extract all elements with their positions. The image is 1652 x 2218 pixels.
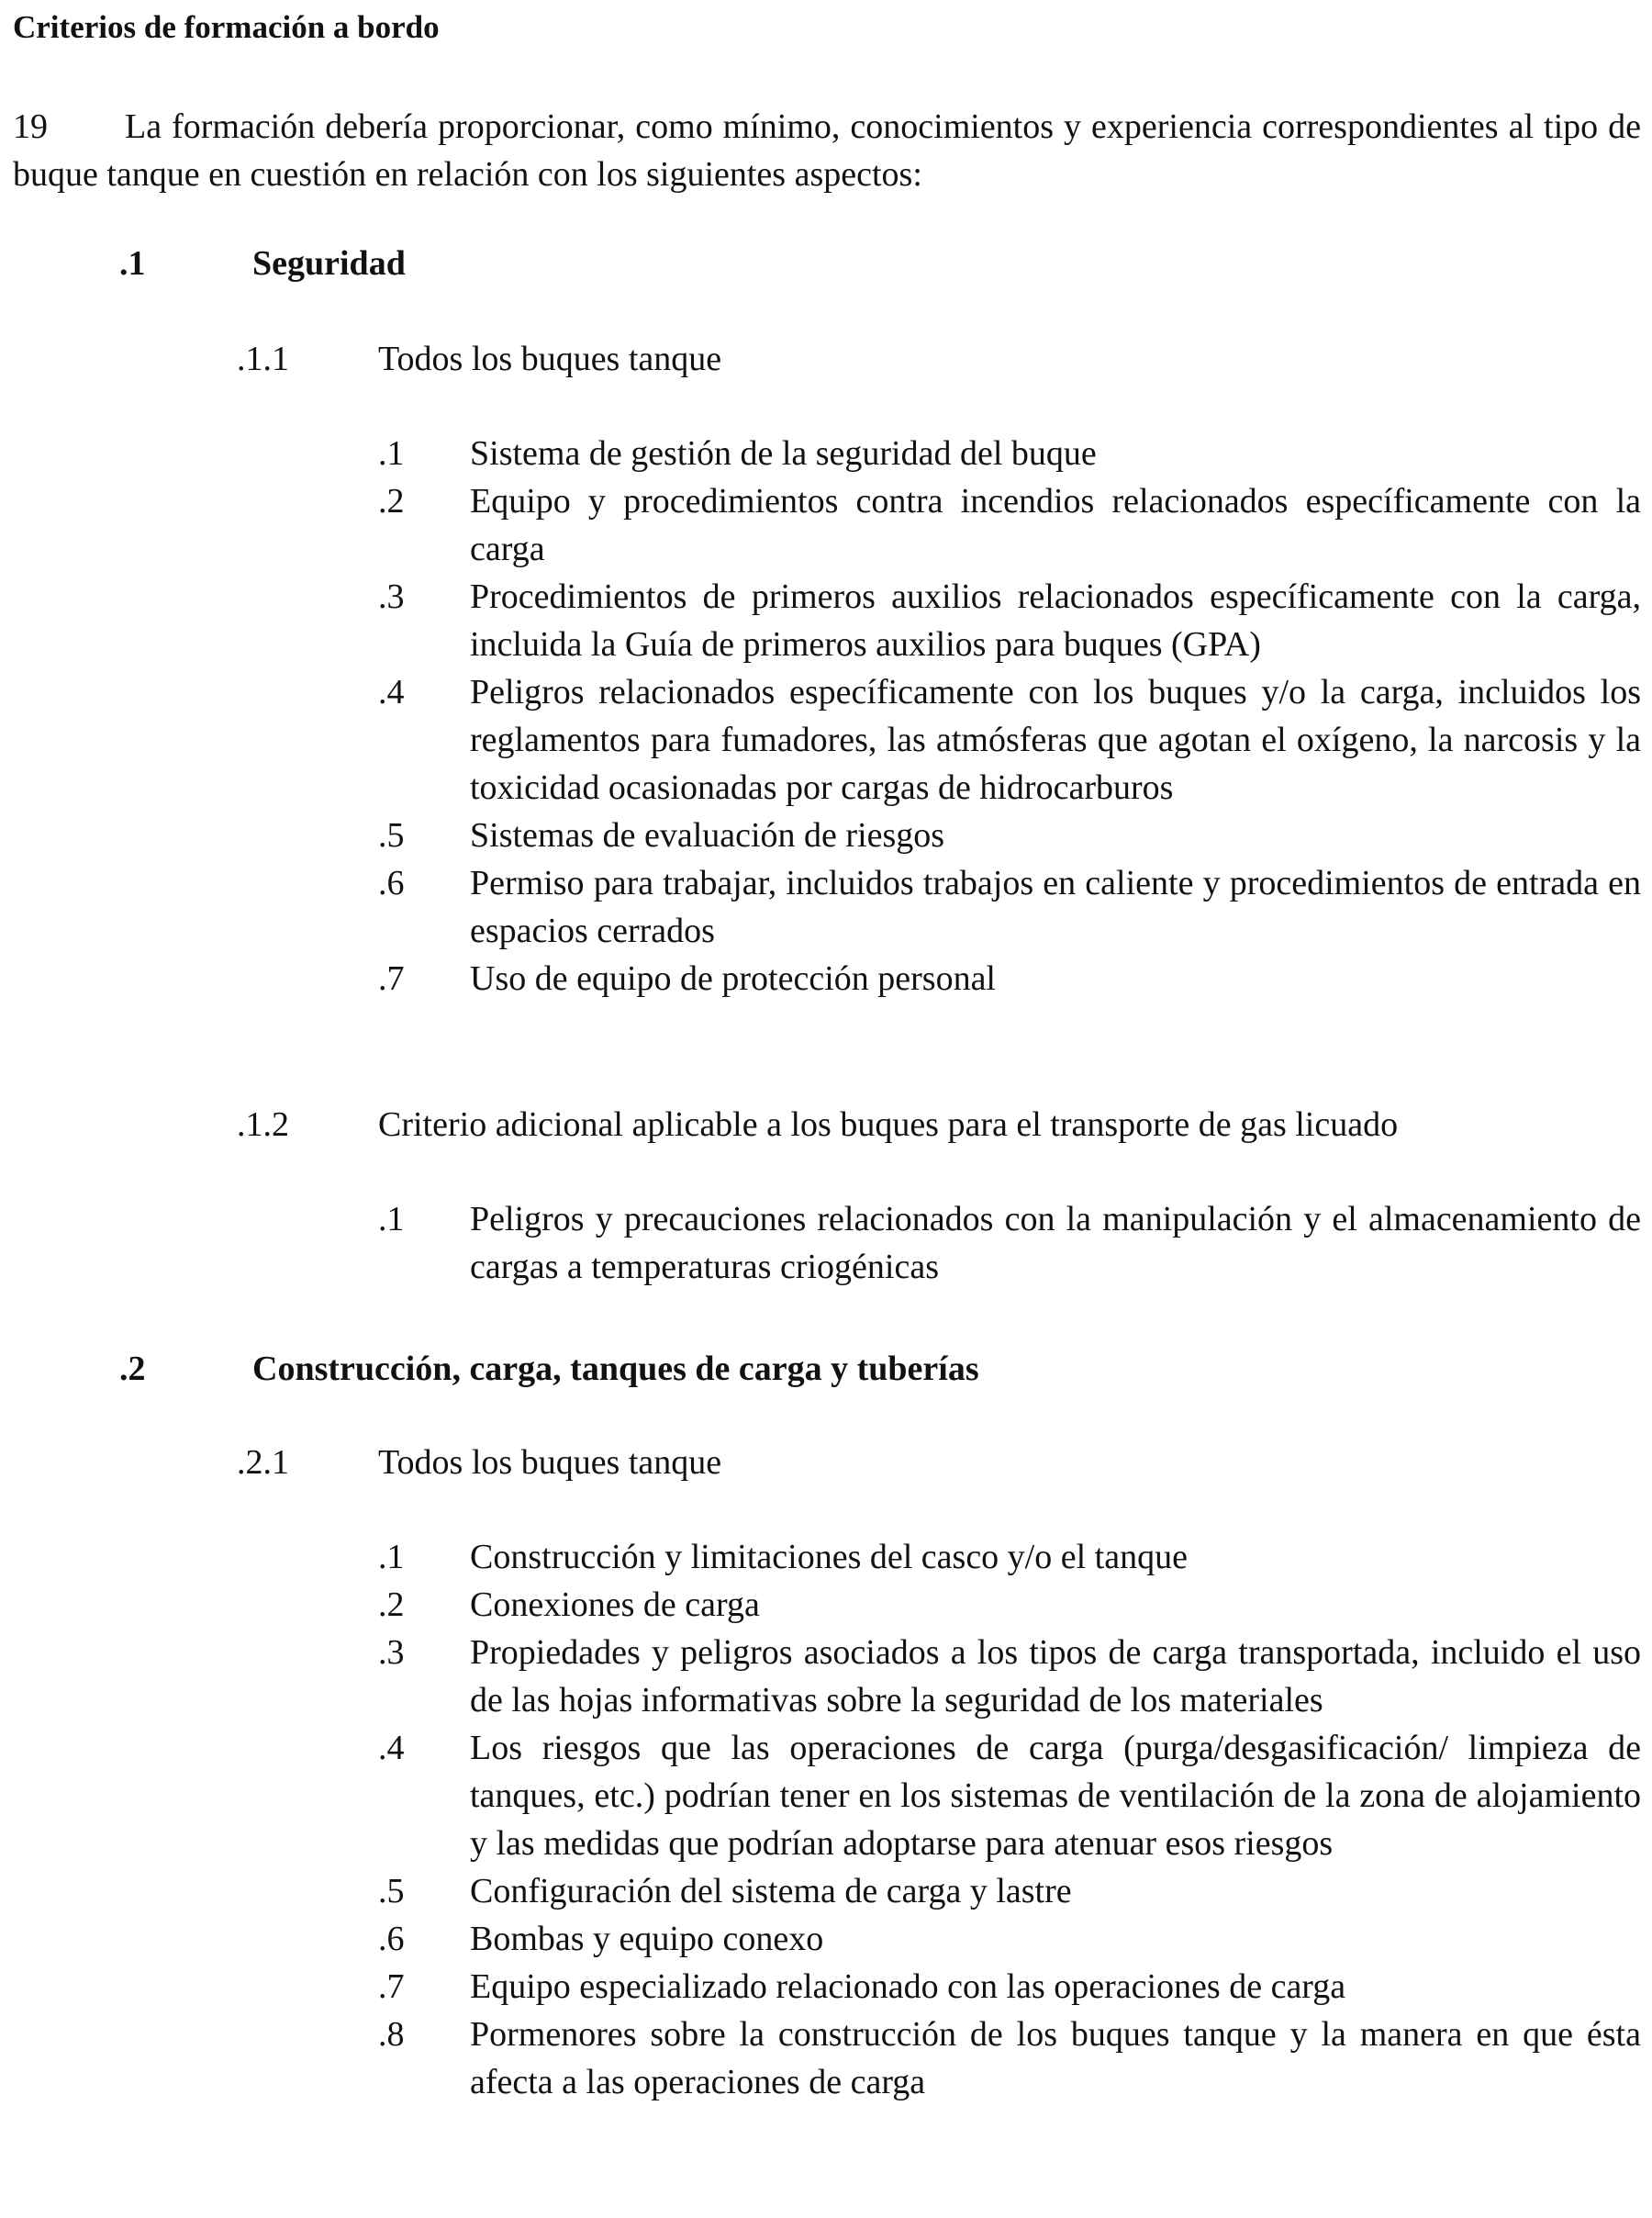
list-item	[378, 2011, 1641, 2106]
item-text: Propiedades y peligros asociados a los tipos de carga transportada, incluido el uso de las hojas informativas sobre la seguridad de los materiales	[470, 1633, 1641, 1720]
item-list	[378, 430, 1641, 1003]
section-number: .2	[119, 1350, 146, 1388]
item-text: Sistemas de evaluación de riesgos	[470, 816, 945, 855]
item-number: .5	[378, 816, 405, 855]
list-item	[378, 955, 1641, 1003]
list-item	[378, 1915, 1641, 1963]
list-item	[378, 812, 1641, 859]
item-text: Conexiones de carga	[470, 1585, 760, 1624]
subsection-number: .1.2	[237, 1105, 289, 1144]
list-item	[378, 1533, 1641, 1581]
item-number: .1	[378, 1200, 405, 1238]
list-item	[378, 573, 1641, 668]
list-item	[378, 1629, 1641, 1724]
item-list	[378, 1195, 1641, 1291]
item-number: .6	[378, 864, 405, 902]
item-list	[378, 1533, 1641, 2106]
item-number: .3	[378, 1633, 405, 1672]
list-item	[378, 1581, 1641, 1629]
item-text: Procedimientos de primeros auxilios relacionados específicamente con la carga, incluida la Guía de primeros auxilios para buques (GPA)	[470, 577, 1641, 664]
section-title-construccion: Construcción, carga, tanques de carga y tuberías	[252, 1350, 979, 1388]
item-text: Construcción y limitaciones del casco y/o el tanque	[470, 1538, 1188, 1576]
list-item	[378, 1724, 1641, 1867]
item-text: Equipo especializado relacionado con las operaciones de carga	[470, 1967, 1346, 2006]
item-number: .8	[378, 2015, 405, 2054]
list-item	[378, 859, 1641, 955]
subsection-title: Todos los buques tanque	[378, 340, 722, 378]
item-number: .4	[378, 673, 405, 711]
list-item	[378, 1195, 1641, 1291]
item-text: Los riesgos que las operaciones de carga (purga/desgasificación/ limpieza de tanques, etc.) podrían tener en los sistemas de ventilación de la zona de alojamiento y las medidas que podrían adoptarse para atenuar esos riesgos	[470, 1729, 1641, 1863]
item-text: Peligros y precauciones relacionados con la manipulación y el almacenamiento de cargas a temperaturas criogénicas	[470, 1200, 1641, 1286]
item-number: .2	[378, 482, 405, 521]
item-number: .5	[378, 1872, 405, 1910]
item-text: Bombas y equipo conexo	[470, 1920, 824, 1958]
item-text: Sistema de gestión de la seguridad del buque	[470, 434, 1097, 473]
list-item	[378, 477, 1641, 573]
item-number: .7	[378, 959, 405, 998]
paragraph-number: 19	[13, 107, 48, 146]
item-text: Permiso para trabajar, incluidos trabajos en caliente y procedimientos de entrada en espacios cerrados	[470, 864, 1641, 950]
item-text: Configuración del sistema de carga y lastre	[470, 1872, 1072, 1910]
subsection-title: Criterio adicional aplicable a los buques para el transporte de gas licuado	[378, 1105, 1399, 1144]
item-text: Uso de equipo de protección personal	[470, 959, 996, 998]
item-number: .1	[378, 1538, 405, 1576]
list-item	[378, 668, 1641, 812]
item-number: .3	[378, 577, 405, 616]
item-text: Peligros relacionados específicamente con los buques y/o la carga, incluidos los reglamentos para fumadores, las atmósferas que agotan el oxígeno, la narcosis y la toxicidad ocasionadas por cargas de hidrocarburos	[470, 673, 1641, 807]
intro-paragraph	[13, 103, 1641, 198]
section-number: .1	[119, 244, 146, 283]
page-heading: Criterios de formación a bordo	[13, 9, 440, 45]
list-item	[378, 1963, 1641, 2011]
item-number: .2	[378, 1585, 405, 1624]
list-item	[378, 1867, 1641, 1915]
item-number: .6	[378, 1920, 405, 1958]
subsection-title: Todos los buques tanque	[378, 1443, 722, 1482]
intro-text: La formación debería proporcionar, como mínimo, conocimientos y experiencia correspondientes al tipo de buque tanque en cuestión en relación con los siguientes aspectos:	[13, 107, 1641, 194]
item-number: .7	[378, 1967, 405, 2006]
item-number: .4	[378, 1729, 405, 1767]
section-title-seguridad: Seguridad	[252, 244, 406, 283]
list-item	[378, 430, 1641, 477]
item-text: Pormenores sobre la construcción de los buques tanque y la manera en que ésta afecta a las operaciones de carga	[470, 2015, 1641, 2101]
item-text: Equipo y procedimientos contra incendios relacionados específicamente con la carga	[470, 482, 1641, 568]
subsection-number: .1.1	[237, 340, 289, 378]
item-number: .1	[378, 434, 405, 473]
subsection-number: .2.1	[237, 1443, 289, 1482]
